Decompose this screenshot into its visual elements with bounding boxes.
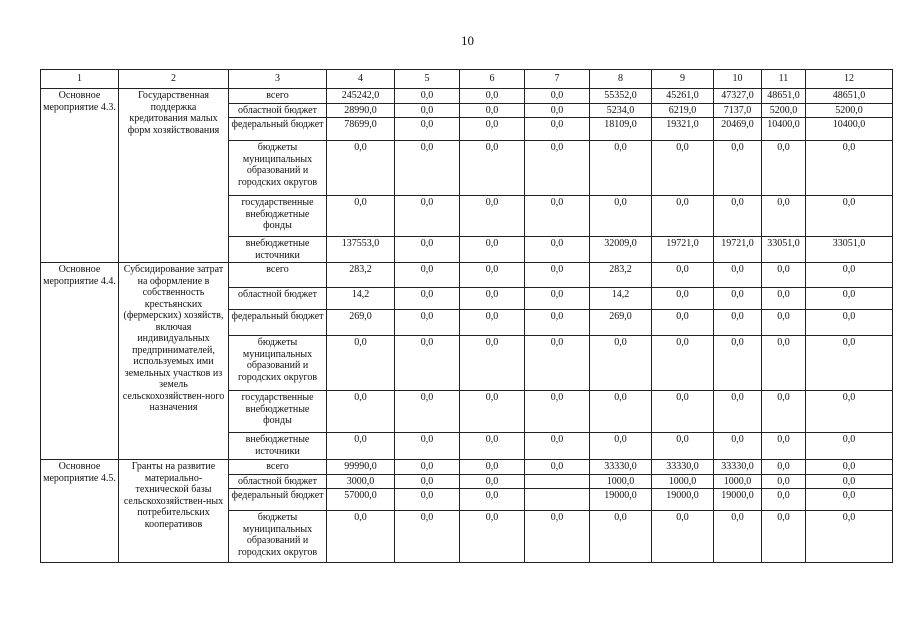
value-cell: 18109,0 bbox=[590, 118, 652, 141]
value-cell: 0,0 bbox=[525, 89, 590, 104]
value-cell: 19000,0 bbox=[714, 489, 762, 511]
value-cell: 0,0 bbox=[806, 391, 893, 433]
value-cell: 0,0 bbox=[652, 433, 714, 460]
value-cell: 0,0 bbox=[395, 336, 460, 391]
value-cell: 0,0 bbox=[327, 141, 395, 196]
value-cell: 0,0 bbox=[652, 511, 714, 563]
value-cell: 0,0 bbox=[460, 460, 525, 475]
value-cell: 14,2 bbox=[590, 288, 652, 310]
value-cell: 1000,0 bbox=[714, 474, 762, 489]
value-cell: 1000,0 bbox=[652, 474, 714, 489]
value-cell: 0,0 bbox=[460, 118, 525, 141]
value-cell: 137553,0 bbox=[327, 237, 395, 263]
source-cell: всего bbox=[229, 263, 327, 288]
value-cell: 0,0 bbox=[806, 141, 893, 196]
value-cell: 0,0 bbox=[762, 460, 806, 475]
value-cell: 0,0 bbox=[395, 263, 460, 288]
value-cell: 0,0 bbox=[762, 263, 806, 288]
value-cell: 0,0 bbox=[762, 196, 806, 237]
value-cell: 0,0 bbox=[460, 89, 525, 104]
value-cell: 1000,0 bbox=[590, 474, 652, 489]
value-cell: 0,0 bbox=[395, 489, 460, 511]
value-cell: 33330,0 bbox=[652, 460, 714, 475]
value-cell: 0,0 bbox=[525, 196, 590, 237]
value-cell: 20469,0 bbox=[714, 118, 762, 141]
value-cell: 0,0 bbox=[525, 118, 590, 141]
value-cell: 5234,0 bbox=[590, 103, 652, 118]
source-cell: федеральный бюджет bbox=[229, 310, 327, 336]
value-cell: 0,0 bbox=[327, 391, 395, 433]
value-cell: 0,0 bbox=[590, 511, 652, 563]
value-cell: 0,0 bbox=[460, 474, 525, 489]
source-cell: бюджеты муниципальных образований и городских округов bbox=[229, 511, 327, 563]
value-cell: 0,0 bbox=[460, 141, 525, 196]
value-cell: 0,0 bbox=[395, 310, 460, 336]
value-cell: 0,0 bbox=[460, 310, 525, 336]
value-cell: 0,0 bbox=[590, 336, 652, 391]
value-cell: 0,0 bbox=[460, 391, 525, 433]
value-cell: 0,0 bbox=[525, 511, 590, 563]
value-cell: 99990,0 bbox=[327, 460, 395, 475]
value-cell: 0,0 bbox=[327, 336, 395, 391]
value-cell: 0,0 bbox=[460, 288, 525, 310]
value-cell: 48651,0 bbox=[762, 89, 806, 104]
value-cell: 0,0 bbox=[806, 433, 893, 460]
value-cell: 19721,0 bbox=[714, 237, 762, 263]
header-cell: 11 bbox=[762, 70, 806, 89]
source-cell: государственные внебюджетные фонды bbox=[229, 391, 327, 433]
value-cell: 0,0 bbox=[762, 511, 806, 563]
value-cell: 0,0 bbox=[460, 336, 525, 391]
source-cell: всего bbox=[229, 89, 327, 104]
value-cell: 0,0 bbox=[806, 460, 893, 475]
funding-table bbox=[40, 69, 893, 563]
value-cell: 5200,0 bbox=[762, 103, 806, 118]
value-cell: 57000,0 bbox=[327, 489, 395, 511]
table-body bbox=[41, 70, 893, 563]
source-cell: федеральный бюджет bbox=[229, 489, 327, 511]
value-cell: 0,0 bbox=[762, 433, 806, 460]
header-cell: 8 bbox=[590, 70, 652, 89]
value-cell: 0,0 bbox=[806, 288, 893, 310]
source-cell: государственные внебюджетные фонды bbox=[229, 196, 327, 237]
value-cell: 0,0 bbox=[525, 141, 590, 196]
value-cell: 0,0 bbox=[762, 474, 806, 489]
header-cell: 5 bbox=[395, 70, 460, 89]
value-cell: 0,0 bbox=[590, 196, 652, 237]
value-cell: 0,0 bbox=[652, 310, 714, 336]
value-cell: 78699,0 bbox=[327, 118, 395, 141]
table-row bbox=[41, 89, 893, 104]
source-cell: федеральный бюджет bbox=[229, 118, 327, 141]
value-cell: 10400,0 bbox=[762, 118, 806, 141]
value-cell: 0,0 bbox=[652, 196, 714, 237]
activity-cell: Основное мероприятие 4.4. bbox=[41, 263, 119, 460]
value-cell: 33330,0 bbox=[590, 460, 652, 475]
value-cell: 0,0 bbox=[652, 336, 714, 391]
value-cell: 28990,0 bbox=[327, 103, 395, 118]
value-cell: 0,0 bbox=[395, 196, 460, 237]
source-cell: внебюджетные источники bbox=[229, 237, 327, 263]
value-cell: 0,0 bbox=[762, 336, 806, 391]
value-cell: 0,0 bbox=[395, 103, 460, 118]
source-cell: областной бюджет bbox=[229, 474, 327, 489]
value-cell: 0,0 bbox=[395, 237, 460, 263]
value-cell: 0,0 bbox=[714, 141, 762, 196]
value-cell: 0,0 bbox=[395, 391, 460, 433]
value-cell: 0,0 bbox=[714, 310, 762, 336]
source-cell: областной бюджет bbox=[229, 288, 327, 310]
value-cell: 47327,0 bbox=[714, 89, 762, 104]
value-cell: 0,0 bbox=[806, 310, 893, 336]
value-cell: 6219,0 bbox=[652, 103, 714, 118]
value-cell: 7137,0 bbox=[714, 103, 762, 118]
value-cell: 0,0 bbox=[714, 336, 762, 391]
value-cell: 0,0 bbox=[806, 474, 893, 489]
header-cell: 6 bbox=[460, 70, 525, 89]
value-cell: 0,0 bbox=[652, 141, 714, 196]
value-cell: 14,2 bbox=[327, 288, 395, 310]
value-cell: 0,0 bbox=[525, 103, 590, 118]
value-cell: 0,0 bbox=[395, 118, 460, 141]
value-cell: 0,0 bbox=[395, 433, 460, 460]
value-cell: 0,0 bbox=[525, 237, 590, 263]
value-cell: 33051,0 bbox=[806, 237, 893, 263]
value-cell: 10400,0 bbox=[806, 118, 893, 141]
value-cell: 19721,0 bbox=[652, 237, 714, 263]
value-cell: 0,0 bbox=[806, 489, 893, 511]
value-cell: 0,0 bbox=[590, 391, 652, 433]
value-cell: 33051,0 bbox=[762, 237, 806, 263]
value-cell: 0,0 bbox=[525, 263, 590, 288]
value-cell: 0,0 bbox=[714, 288, 762, 310]
value-cell: 0,0 bbox=[762, 288, 806, 310]
value-cell: 0,0 bbox=[762, 489, 806, 511]
value-cell: 0,0 bbox=[652, 391, 714, 433]
value-cell: 0,0 bbox=[525, 288, 590, 310]
source-cell: бюджеты муниципальных образований и городских округов bbox=[229, 336, 327, 391]
value-cell: 0,0 bbox=[460, 103, 525, 118]
value-cell: 0,0 bbox=[460, 237, 525, 263]
activity-cell: Основное мероприятие 4.5. bbox=[41, 460, 119, 563]
value-cell: 5200,0 bbox=[806, 103, 893, 118]
header-cell: 7 bbox=[525, 70, 590, 89]
header-cell: 4 bbox=[327, 70, 395, 89]
value-cell: 0,0 bbox=[460, 263, 525, 288]
value-cell: 0,0 bbox=[395, 89, 460, 104]
value-cell: 0,0 bbox=[714, 263, 762, 288]
title-cell: Государственная поддержка кредитования малых форм хозяйствования bbox=[119, 89, 229, 263]
table-row bbox=[41, 263, 893, 288]
value-cell: 269,0 bbox=[590, 310, 652, 336]
activity-cell: Основное мероприятие 4.3. bbox=[41, 89, 119, 263]
value-cell: 283,2 bbox=[327, 263, 395, 288]
value-cell: 0,0 bbox=[395, 288, 460, 310]
source-cell: бюджеты муниципальных образований и городских округов bbox=[229, 141, 327, 196]
page-number: 10 bbox=[461, 33, 474, 48]
value-cell: 0,0 bbox=[395, 511, 460, 563]
value-cell: 269,0 bbox=[327, 310, 395, 336]
value-cell: 0,0 bbox=[525, 433, 590, 460]
value-cell: 33330,0 bbox=[714, 460, 762, 475]
value-cell: 0,0 bbox=[714, 433, 762, 460]
value-cell: 32009,0 bbox=[590, 237, 652, 263]
source-cell: всего bbox=[229, 460, 327, 475]
value-cell: 0,0 bbox=[525, 391, 590, 433]
table-row bbox=[41, 460, 893, 475]
value-cell: 0,0 bbox=[590, 141, 652, 196]
value-cell: 0,0 bbox=[327, 196, 395, 237]
value-cell: 55352,0 bbox=[590, 89, 652, 104]
value-cell: 19000,0 bbox=[590, 489, 652, 511]
value-cell: 19000,0 bbox=[652, 489, 714, 511]
title-cell: Гранты на развитие материально-технической базы сельскохозяйствен-ных потребительских кооперативов bbox=[119, 460, 229, 563]
value-cell: 0,0 bbox=[460, 511, 525, 563]
source-cell: внебюджетные источники bbox=[229, 433, 327, 460]
source-cell: областной бюджет bbox=[229, 103, 327, 118]
value-cell: 0,0 bbox=[806, 263, 893, 288]
header-cell: 2 bbox=[119, 70, 229, 89]
value-cell: 0,0 bbox=[460, 489, 525, 511]
value-cell: 0,0 bbox=[714, 391, 762, 433]
value-cell: 0,0 bbox=[590, 433, 652, 460]
value-cell: 0,0 bbox=[327, 433, 395, 460]
value-cell bbox=[525, 489, 590, 511]
value-cell: 19321,0 bbox=[652, 118, 714, 141]
value-cell: 0,0 bbox=[460, 433, 525, 460]
value-cell: 0,0 bbox=[395, 141, 460, 196]
value-cell: 0,0 bbox=[395, 474, 460, 489]
value-cell: 0,0 bbox=[525, 336, 590, 391]
table-header-row bbox=[41, 70, 893, 89]
value-cell: 0,0 bbox=[525, 460, 590, 475]
value-cell: 0,0 bbox=[327, 511, 395, 563]
value-cell: 0,0 bbox=[762, 141, 806, 196]
value-cell bbox=[525, 474, 590, 489]
value-cell: 245242,0 bbox=[327, 89, 395, 104]
header-cell: 1 bbox=[41, 70, 119, 89]
value-cell: 45261,0 bbox=[652, 89, 714, 104]
header-cell: 12 bbox=[806, 70, 893, 89]
value-cell: 0,0 bbox=[714, 196, 762, 237]
header-cell: 10 bbox=[714, 70, 762, 89]
value-cell: 3000,0 bbox=[327, 474, 395, 489]
value-cell: 48651,0 bbox=[806, 89, 893, 104]
value-cell: 0,0 bbox=[806, 196, 893, 237]
header-cell: 9 bbox=[652, 70, 714, 89]
value-cell: 0,0 bbox=[652, 288, 714, 310]
value-cell: 0,0 bbox=[762, 391, 806, 433]
value-cell: 0,0 bbox=[525, 310, 590, 336]
title-cell: Субсидирование затрат на оформление в собственность крестьянских (фермерских) хозяйств, включая индивидуальных предпринимателей, используемых ими земельных участков из земель сельскохозяйствен-ного назначения bbox=[119, 263, 229, 460]
value-cell: 0,0 bbox=[714, 511, 762, 563]
value-cell: 0,0 bbox=[460, 196, 525, 237]
value-cell: 283,2 bbox=[590, 263, 652, 288]
header-cell: 3 bbox=[229, 70, 327, 89]
value-cell: 0,0 bbox=[806, 336, 893, 391]
value-cell: 0,0 bbox=[762, 310, 806, 336]
value-cell: 0,0 bbox=[395, 460, 460, 475]
value-cell: 0,0 bbox=[806, 511, 893, 563]
value-cell: 0,0 bbox=[652, 263, 714, 288]
